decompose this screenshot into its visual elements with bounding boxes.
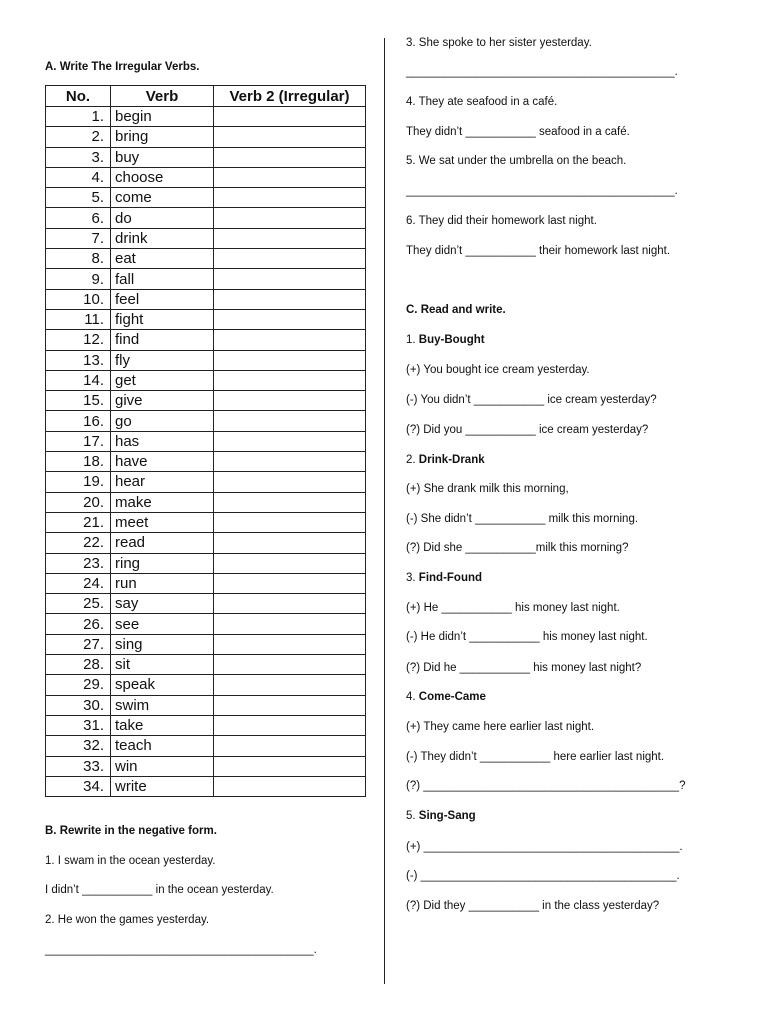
verb-cell: run <box>111 573 214 593</box>
verb2-answer-cell[interactable] <box>214 533 366 553</box>
b-answer-4-blank[interactable]: ___________ <box>465 126 536 138</box>
verb-cell: have <box>111 452 214 472</box>
c-item-2-line-3[interactable]: (?) Did she ___________milk this morning? <box>406 542 629 554</box>
verb-cell: teach <box>111 736 214 756</box>
b-answer-3-line[interactable]: __________________________________________. <box>406 66 678 78</box>
c-item-3-line-1[interactable]: (+) He ___________ his money last night. <box>406 602 620 614</box>
b-answer-1-blank[interactable]: ___________ <box>82 884 153 896</box>
verb-cell: meet <box>111 512 214 532</box>
table-row <box>46 736 366 756</box>
c-item-4-line-1: (+) They came here earlier last night. <box>406 721 595 733</box>
c-item-4-line-3[interactable]: (?) ________________________________________? <box>406 780 686 792</box>
row-number: 11. <box>46 309 111 329</box>
b-question-5: 5. We sat under the umbrella on the beach. <box>406 155 627 167</box>
row-number: 28. <box>46 655 111 675</box>
table-row <box>46 594 366 614</box>
section-a-title: A. Write The Irregular Verbs. <box>45 61 200 73</box>
table-row <box>46 573 366 593</box>
table-row <box>46 330 366 350</box>
section-b-title: B. Rewrite in the negative form. <box>45 825 217 837</box>
c-item-1-line-3[interactable]: (?) Did you ___________ ice cream yesterday? <box>406 424 649 436</box>
c-item-3-line-3[interactable]: (?) Did he ___________ his money last night? <box>406 662 642 674</box>
b-answer-2-line[interactable]: __________________________________________. <box>45 944 317 956</box>
verb2-answer-cell[interactable] <box>214 330 366 350</box>
c-item-5-heading <box>406 810 476 822</box>
table-row <box>46 472 366 492</box>
row-number: 6. <box>46 208 111 228</box>
row-number: 17. <box>46 431 111 451</box>
verb2-answer-cell[interactable] <box>214 309 366 329</box>
verb2-answer-cell[interactable] <box>214 208 366 228</box>
c-item-1-heading <box>406 334 485 346</box>
table-row <box>46 370 366 390</box>
verb2-answer-cell[interactable] <box>214 147 366 167</box>
verb-cell: win <box>111 756 214 776</box>
verb-cell: drink <box>111 228 214 248</box>
c-item-3-title: Find-Found <box>418 572 483 584</box>
row-number: 10. <box>46 289 111 309</box>
c-item-2-line-2[interactable]: (-) She didn’t ___________ milk this morning. <box>406 513 639 525</box>
table-header-row <box>46 86 366 107</box>
verb2-answer-cell[interactable] <box>214 776 366 796</box>
row-number: 24. <box>46 573 111 593</box>
verb2-answer-cell[interactable] <box>214 289 366 309</box>
verb2-answer-cell[interactable] <box>214 614 366 634</box>
row-number: 18. <box>46 452 111 472</box>
verb-cell: buy <box>111 147 214 167</box>
verb2-answer-cell[interactable] <box>214 350 366 370</box>
c-item-2-line-1: (+) She drank milk this morning, <box>406 483 569 495</box>
verb2-answer-cell[interactable] <box>214 756 366 776</box>
c-item-2-number: 2. <box>406 454 419 466</box>
row-number: 30. <box>46 695 111 715</box>
c-item-3-number: 3. <box>406 572 419 584</box>
c-item-2-heading <box>406 454 485 466</box>
verb-cell: swim <box>111 695 214 715</box>
verb-cell: make <box>111 492 214 512</box>
verb2-answer-cell[interactable] <box>214 492 366 512</box>
c-item-5-title: Sing-Sang <box>418 810 476 822</box>
verb-cell: do <box>111 208 214 228</box>
verb-cell: go <box>111 411 214 431</box>
b-answer-1-pre: I didn’t <box>45 884 83 896</box>
b-answer-6-post: their homework last night. <box>535 245 671 257</box>
table-row <box>46 269 366 289</box>
verb2-answer-cell[interactable] <box>214 452 366 472</box>
row-number: 12. <box>46 330 111 350</box>
table-row <box>46 492 366 512</box>
b-answer-1-post: in the ocean yesterday. <box>152 884 274 896</box>
row-number: 2. <box>46 127 111 147</box>
c-item-5-line-2[interactable]: (-) ________________________________________. <box>406 870 680 882</box>
verb-cell: see <box>111 614 214 634</box>
b-question-2: 2. He won the games yesterday. <box>45 914 210 926</box>
table-row <box>46 776 366 796</box>
row-number: 34. <box>46 776 111 796</box>
table-row <box>46 107 366 127</box>
row-number: 22. <box>46 533 111 553</box>
row-number: 7. <box>46 228 111 248</box>
verb2-answer-cell[interactable] <box>214 655 366 675</box>
table-row <box>46 167 366 187</box>
header-no: No. <box>46 86 111 107</box>
row-number: 4. <box>46 167 111 187</box>
section-c-title: C. Read and write. <box>406 304 506 316</box>
verb2-answer-cell[interactable] <box>214 411 366 431</box>
table-row <box>46 249 366 269</box>
c-item-4-number: 4. <box>406 691 419 703</box>
c-item-5-line-1[interactable]: (+) ________________________________________. <box>406 841 683 853</box>
verb-cell: write <box>111 776 214 796</box>
b-answer-6-pre: They didn’t <box>406 245 466 257</box>
c-item-1-title: Buy-Bought <box>418 334 485 346</box>
row-number: 15. <box>46 391 111 411</box>
verb2-answer-cell[interactable] <box>214 553 366 573</box>
verb-cell: read <box>111 533 214 553</box>
row-number: 31. <box>46 715 111 735</box>
table-row <box>46 655 366 675</box>
row-number: 14. <box>46 370 111 390</box>
verb-cell: fly <box>111 350 214 370</box>
c-item-1-line-2[interactable]: (-) You didn’t ___________ ice cream yesterday? <box>406 394 657 406</box>
verb2-answer-cell[interactable] <box>214 695 366 715</box>
row-number: 3. <box>46 147 111 167</box>
verb2-answer-cell[interactable] <box>214 634 366 654</box>
verb-cell: say <box>111 594 214 614</box>
verb2-answer-cell[interactable] <box>214 472 366 492</box>
row-number: 19. <box>46 472 111 492</box>
b-answer-1 <box>45 884 274 896</box>
c-item-2-title: Drink-Drank <box>418 454 485 466</box>
b-question-6: 6. They did their homework last night. <box>406 215 597 227</box>
verb-cell: begin <box>111 107 214 127</box>
verb-cell: take <box>111 715 214 735</box>
verb-cell: fight <box>111 309 214 329</box>
verb2-answer-cell[interactable] <box>214 127 366 147</box>
verb2-answer-cell[interactable] <box>214 512 366 532</box>
verb-cell: choose <box>111 167 214 187</box>
table-row <box>46 553 366 573</box>
verb-cell: hear <box>111 472 214 492</box>
verb2-answer-cell[interactable] <box>214 736 366 756</box>
b-answer-5-line[interactable]: __________________________________________. <box>406 185 678 197</box>
row-number: 32. <box>46 736 111 756</box>
table-row <box>46 289 366 309</box>
verb2-answer-cell[interactable] <box>214 573 366 593</box>
table-row <box>46 634 366 654</box>
c-item-1-number: 1. <box>406 334 419 346</box>
verb2-answer-cell[interactable] <box>214 269 366 289</box>
b-answer-4-post: seafood in a café. <box>535 126 630 138</box>
b-answer-4 <box>406 126 630 138</box>
row-number: 25. <box>46 594 111 614</box>
verb-cell: give <box>111 391 214 411</box>
c-item-4-title: Come-Came <box>418 691 486 703</box>
verb2-answer-cell[interactable] <box>214 431 366 451</box>
verb2-answer-cell[interactable] <box>214 107 366 127</box>
c-item-4-line-2[interactable]: (-) They didn’t ___________ here earlier last night. <box>406 751 665 763</box>
header-verb: Verb <box>111 86 214 107</box>
table-row <box>46 208 366 228</box>
row-number: 13. <box>46 350 111 370</box>
b-answer-4-pre: They didn’t <box>406 126 466 138</box>
table-row <box>46 512 366 532</box>
column-divider <box>384 38 385 984</box>
verb2-answer-cell[interactable] <box>214 249 366 269</box>
verb-cell: sit <box>111 655 214 675</box>
verb2-answer-cell[interactable] <box>214 167 366 187</box>
table-row <box>46 675 366 695</box>
row-number: 5. <box>46 188 111 208</box>
verb-cell: get <box>111 370 214 390</box>
header-verb2: Verb 2 (Irregular) <box>214 86 366 107</box>
c-item-5-line-3[interactable]: (?) Did they ___________ in the class yesterday? <box>406 900 660 912</box>
row-number: 16. <box>46 411 111 431</box>
table-row <box>46 411 366 431</box>
row-number: 33. <box>46 756 111 776</box>
b-question-1: 1. I swam in the ocean yesterday. <box>45 855 216 867</box>
row-number: 26. <box>46 614 111 634</box>
c-item-1-line-1: (+) You bought ice cream yesterday. <box>406 364 590 376</box>
verb2-answer-cell[interactable] <box>214 228 366 248</box>
c-item-3-heading <box>406 572 482 584</box>
b-question-4: 4. They ate seafood in a café. <box>406 96 558 108</box>
row-number: 21. <box>46 512 111 532</box>
verb2-answer-cell[interactable] <box>214 391 366 411</box>
verb-cell: sing <box>111 634 214 654</box>
b-answer-6-blank[interactable]: ___________ <box>465 245 536 257</box>
row-number: 23. <box>46 553 111 573</box>
table-row <box>46 533 366 553</box>
c-item-4-heading <box>406 691 486 703</box>
table-row <box>46 715 366 735</box>
verb-cell: has <box>111 431 214 451</box>
verb-cell: fall <box>111 269 214 289</box>
verb-cell: bring <box>111 127 214 147</box>
table-row <box>46 452 366 472</box>
table-row <box>46 228 366 248</box>
verb2-answer-cell[interactable] <box>214 675 366 695</box>
c-item-3-line-2[interactable]: (-) He didn’t ___________ his money last night. <box>406 631 648 643</box>
b-question-3: 3. She spoke to her sister yesterday. <box>406 37 592 49</box>
verb-cell: speak <box>111 675 214 695</box>
table-row <box>46 391 366 411</box>
verb2-answer-cell[interactable] <box>214 594 366 614</box>
table-row <box>46 756 366 776</box>
c-item-5-number: 5. <box>406 810 419 822</box>
row-number: 29. <box>46 675 111 695</box>
row-number: 27. <box>46 634 111 654</box>
b-answer-6 <box>406 245 670 257</box>
verb-cell: feel <box>111 289 214 309</box>
table-row <box>46 127 366 147</box>
table-row <box>46 695 366 715</box>
verb-cell: find <box>111 330 214 350</box>
table-row <box>46 188 366 208</box>
verb2-answer-cell[interactable] <box>214 370 366 390</box>
table-row <box>46 350 366 370</box>
table-row <box>46 614 366 634</box>
verb-cell: ring <box>111 553 214 573</box>
irregular-verbs-table <box>45 85 366 797</box>
row-number: 9. <box>46 269 111 289</box>
verb2-answer-cell[interactable] <box>214 188 366 208</box>
verb-cell: eat <box>111 249 214 269</box>
table-row <box>46 147 366 167</box>
row-number: 20. <box>46 492 111 512</box>
table-row <box>46 309 366 329</box>
table-row <box>46 431 366 451</box>
row-number: 1. <box>46 107 111 127</box>
verb-cell: come <box>111 188 214 208</box>
verb2-answer-cell[interactable] <box>214 715 366 735</box>
row-number: 8. <box>46 249 111 269</box>
